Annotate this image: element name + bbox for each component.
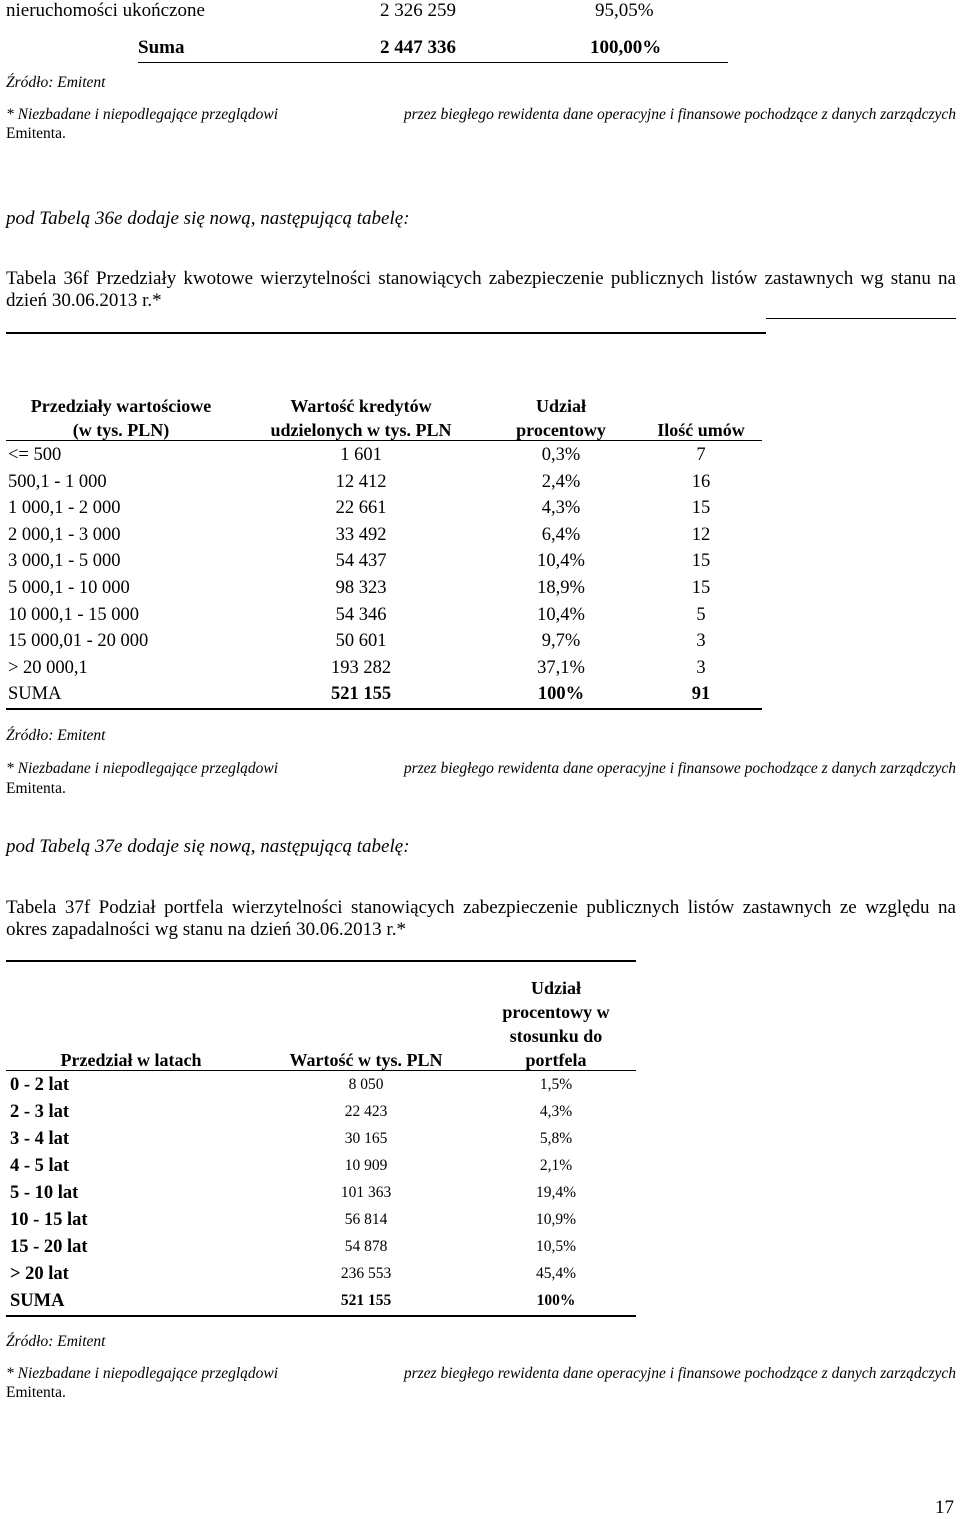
table-cell: 10 - 15 lat [10,1210,88,1230]
header-count: Ilość umów [657,420,745,440]
footnote-36f: * Niezbadane i niepodlegające przeglądowi przez biegłego rewidenta dane operacyjne i finansowe pochodzące z danych zarządczych [6,760,956,777]
footnote-right: przez biegłego rewidenta dane operacyjne i finansowe pochodzące z danych zarządczych [403,106,956,123]
footnote-left: * Niezbadane i niepodlegające przeglądowi [6,106,279,123]
table-37f-total-row: SUMA 521 155 100% [10,1291,576,1311]
table-36f-top-rule [6,332,766,334]
table-cell: 4,3% [539,1103,573,1120]
table-cell: 10,4% [537,604,585,625]
table-cell: 37,1% [537,657,585,678]
summary-total-value: 2 447 336 [380,37,456,58]
table-row [6,628,762,655]
table-cell: 5 - 10 lat [10,1183,79,1203]
table-cell: 1 000,1 - 2 000 [8,498,121,519]
footnote-end: Emitenta. [6,125,66,142]
table-cell: 15 - 20 lat [10,1237,88,1257]
table-cell: 10,9% [535,1211,577,1228]
table-cell: 9,7% [541,631,581,652]
table-row [6,575,762,602]
table-36f [6,390,762,710]
table-row [6,469,762,496]
table-cell: 500,1 - 1 000 [8,471,107,492]
header-share: Udział procentowy w stosunku do portfela [502,978,610,1070]
table-row [6,602,762,629]
table-36f-total-row: SUMA 521 155 100% 91 [8,684,711,705]
table-cell: 10 000,1 - 15 000 [8,604,140,625]
table-36f-top-rule-ext [766,318,956,319]
table-cell: 33 492 [335,524,387,545]
table-cell: <= 500 [8,445,62,465]
table-row [6,1126,636,1153]
table-cell: 22 661 [335,498,387,519]
table-36f-header-rule [6,440,762,441]
intro-37e: pod Tabelą 37e dodaje się nową, następującą tabelę: [6,836,410,857]
table-cell: 3 000,1 - 5 000 [8,551,121,572]
table-cell: > 20 000,1 [8,657,88,678]
table-cell: 10,5% [535,1238,577,1255]
table-row [6,655,762,682]
table-cell: 3 [696,657,706,678]
table-37f-top-rule [6,960,636,962]
header-range: Przedziały wartościowe (w tys. PLN) [30,396,212,440]
summary-row-percent: 95,05% [595,0,654,21]
table-row [6,1234,636,1261]
table-cell: 10 909 [344,1157,388,1174]
table-cell: 15 [691,551,711,572]
summary-total-label: Suma [138,37,185,58]
footnote-37f: * Niezbadane i niepodlegające przeglądowi przez biegłego rewidenta dane operacyjne i finansowe pochodzące z danych zarządczych [6,1365,956,1382]
caption-36f: Tabela 36f Przedziały kwotowe wierzytelności stanowiących zabezpieczenie publicznych listów zastawnych wg stanu na dzień 30.06.2013 r.* [6,268,956,311]
intro-36e: pod Tabelą 36e dodaje się nową, następującą tabelę: [6,208,410,229]
header-share: Udział procentowy [516,396,606,440]
table-cell: 18,9% [537,577,585,598]
table-cell: > 20 lat [10,1264,69,1284]
table-cell: 56 814 [344,1211,388,1228]
table-cell: 2,4% [541,471,581,492]
table-cell: 6,4% [541,524,581,545]
header-years: Przedział w latach [60,1050,202,1070]
table-cell: 12 412 [335,471,387,492]
table-cell: 10,4% [537,551,585,572]
table-cell: 12 [691,524,711,545]
table-row [6,522,762,549]
table-cell: 5 000,1 - 10 000 [8,577,130,598]
footnote [6,106,956,124]
table-cell: 15 [691,577,711,598]
footnote-end-36f: Emitenta. [6,780,66,797]
table-cell: 50 601 [335,631,387,652]
summary-total-percent: 100,00% [590,37,662,58]
table-cell: 236 553 [340,1265,392,1282]
table-cell: 3 [696,631,706,652]
table-cell: 8 050 [348,1076,384,1093]
table-row [6,1180,636,1207]
header-value: Wartość w tys. PLN [289,1050,443,1070]
footnote-end-37f: Emitenta. [6,1384,66,1401]
table-cell: 7 [696,445,706,465]
table-cell: 54 346 [335,604,387,625]
table-cell: 19,4% [535,1184,577,1201]
source-note-37f: Źródło: Emitent [6,1333,106,1350]
table-cell: 0 - 2 lat [10,1075,70,1095]
table-cell: 1 601 [340,445,382,465]
table-cell: 4 - 5 lat [10,1156,70,1176]
table-cell: 15 [691,498,711,519]
table-cell: 5,8% [539,1130,573,1147]
summary-row-label: nieruchomości ukończone [6,0,205,21]
caption-37f: Tabela 37f Podział portfela wierzytelności stanowiących zabezpieczenie publicznych listów zastawnych ze względu na okres zapadalności wg stanu na dzień 30.06.2013 r.* [6,897,956,940]
source-note-36f: Źródło: Emitent [6,727,106,744]
table-cell: 16 [691,471,711,492]
table-row [6,1072,636,1099]
table-cell: 101 363 [340,1184,392,1201]
table-36f-bottom-rule [6,708,762,710]
table-cell: 54 878 [344,1238,388,1255]
table-row [6,442,762,469]
table-cell: 45,4% [535,1265,577,1282]
table-37f-header [6,964,636,1072]
table-cell: 22 423 [344,1103,388,1120]
table-row [6,1099,636,1126]
table-cell: 1,5% [539,1076,573,1093]
table-37f-header-rule [6,1070,636,1071]
table-cell: 30 165 [344,1130,388,1147]
summary-row-value: 2 326 259 [380,0,456,21]
table-cell: 15 000,01 - 20 000 [8,631,149,652]
table-cell: 193 282 [330,657,392,678]
table-cell: 98 323 [335,577,387,598]
page-number: 17 [935,1497,954,1518]
table-cell: 2,1% [539,1157,573,1174]
header-value: Wartość kredytów udzielonych w tys. PLN [270,396,452,440]
table-cell: 2 - 3 lat [10,1102,70,1122]
table-row [6,1153,636,1180]
table-37f-bottom-rule [6,1315,636,1317]
table-row [6,1261,636,1288]
table-37f [6,964,636,1317]
table-cell: 4,3% [541,498,581,519]
table-cell: 2 000,1 - 3 000 [8,524,121,545]
table-row [6,548,762,575]
table-36f-header [6,390,762,442]
table-cell: 5 [696,604,706,625]
table-row [6,495,762,522]
source-note: Źródło: Emitent [6,74,106,91]
table-cell: 54 437 [335,551,387,572]
table-cell: 0,3% [541,445,581,465]
table-cell: 3 - 4 lat [10,1129,70,1149]
table-row [6,1207,636,1234]
summary-rule [138,62,728,63]
